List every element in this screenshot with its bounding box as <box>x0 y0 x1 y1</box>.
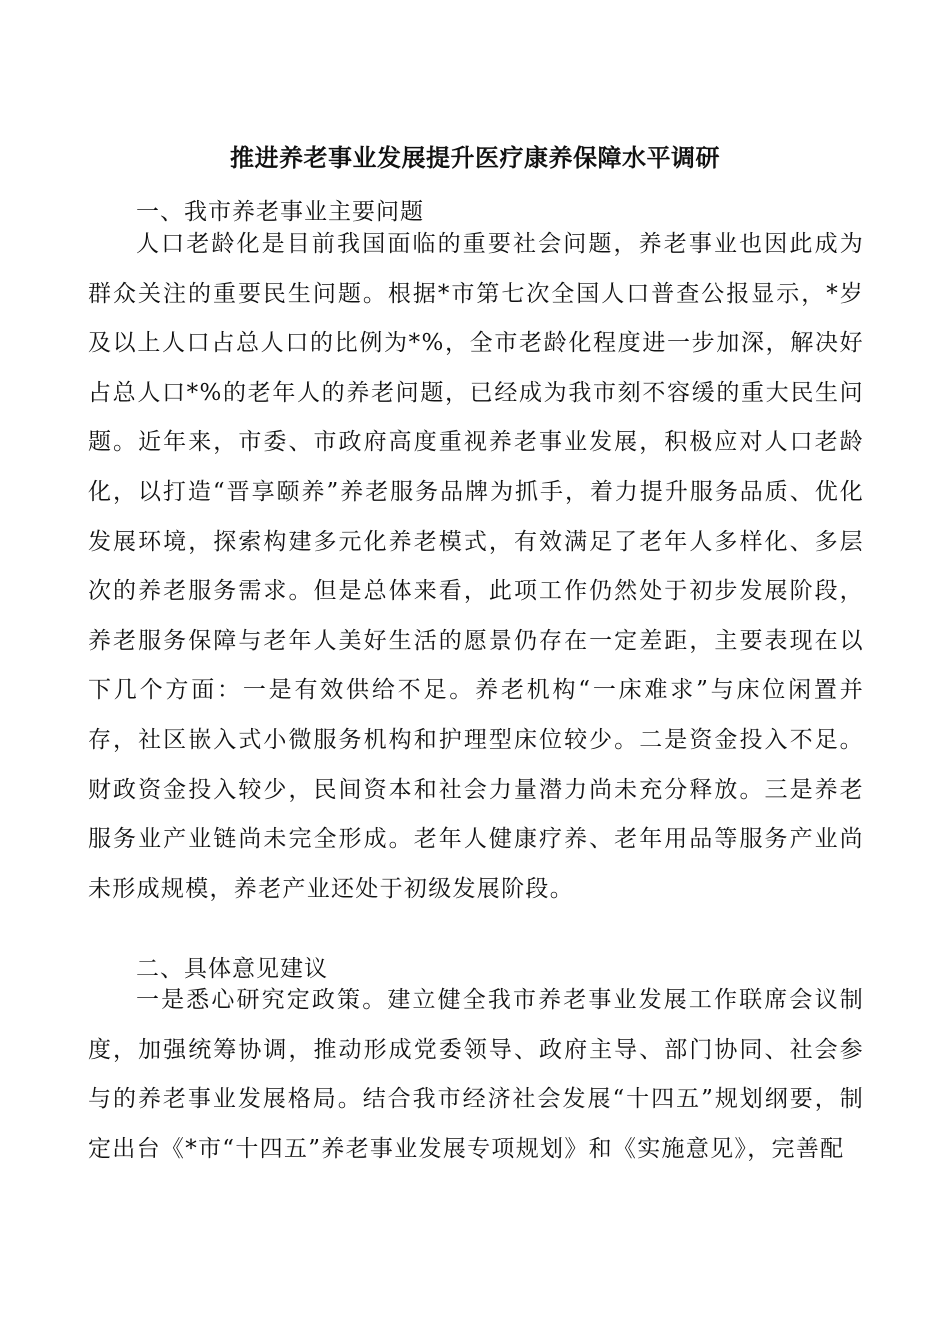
section-paragraph-suggestions: 一是悉心研究定政策。建立健全我市养老事业发展工作联席会议制度，加强统筹协调，推动形成党委领导、政府主导、部门协同、社会参与的养老事业发展格局。结合我市经济社会发展“十四五”规划纲要，制定出台《*市“十四五”养老事业发展专项规划》和《实施意见》，完善配 <box>88 987 864 1162</box>
section-paragraph-problems: 人口老龄化是目前我国面临的重要社会问题，养老事业也因此成为群众关注的重要民生问题。根据*市第七次全国人口普查公报显示，*岁及以上人口占总人口的比例为*%，全市老龄化程度进一步加深，解决好占总人口*%的老年人的养老问题，已经成为我市刻不容缓的重大民生问题。近年来，市委、市政府高度重视养老事业发展，积极应对人口老龄化，以打造“晋享颐养”养老服务品牌为抓手，着力提升服务品质、优化发展环境，探索构建多元化养老模式，有效满足了老年人多样化、多层次的养老服务需求。但是总体来看，此项工作仍然处于初步发展阶段，养老服务保障与老年人美好生活的愿景仍存在一定差距，主要表现在以下几个方面：一是有效供给不足。养老机构“一床难求”与床位闲置并存，社区嵌入式小微服务机构和护理型床位较少。二是资金投入不足。财政资金投入较少，民间资本和社会力量潜力尚未充分释放。三是养老服务业产业链尚未完全形成。老年人健康疗养、老年用品等服务产业尚未形成规模，养老产业还处于初级发展阶段。 <box>88 231 864 902</box>
section-heading-suggestions: 二、具体意见建议 <box>136 956 328 982</box>
document-title: 推进养老事业发展提升医疗康养保障水平调研 <box>230 144 720 172</box>
section-heading-problems: 一、我市养老事业主要问题 <box>136 199 424 225</box>
